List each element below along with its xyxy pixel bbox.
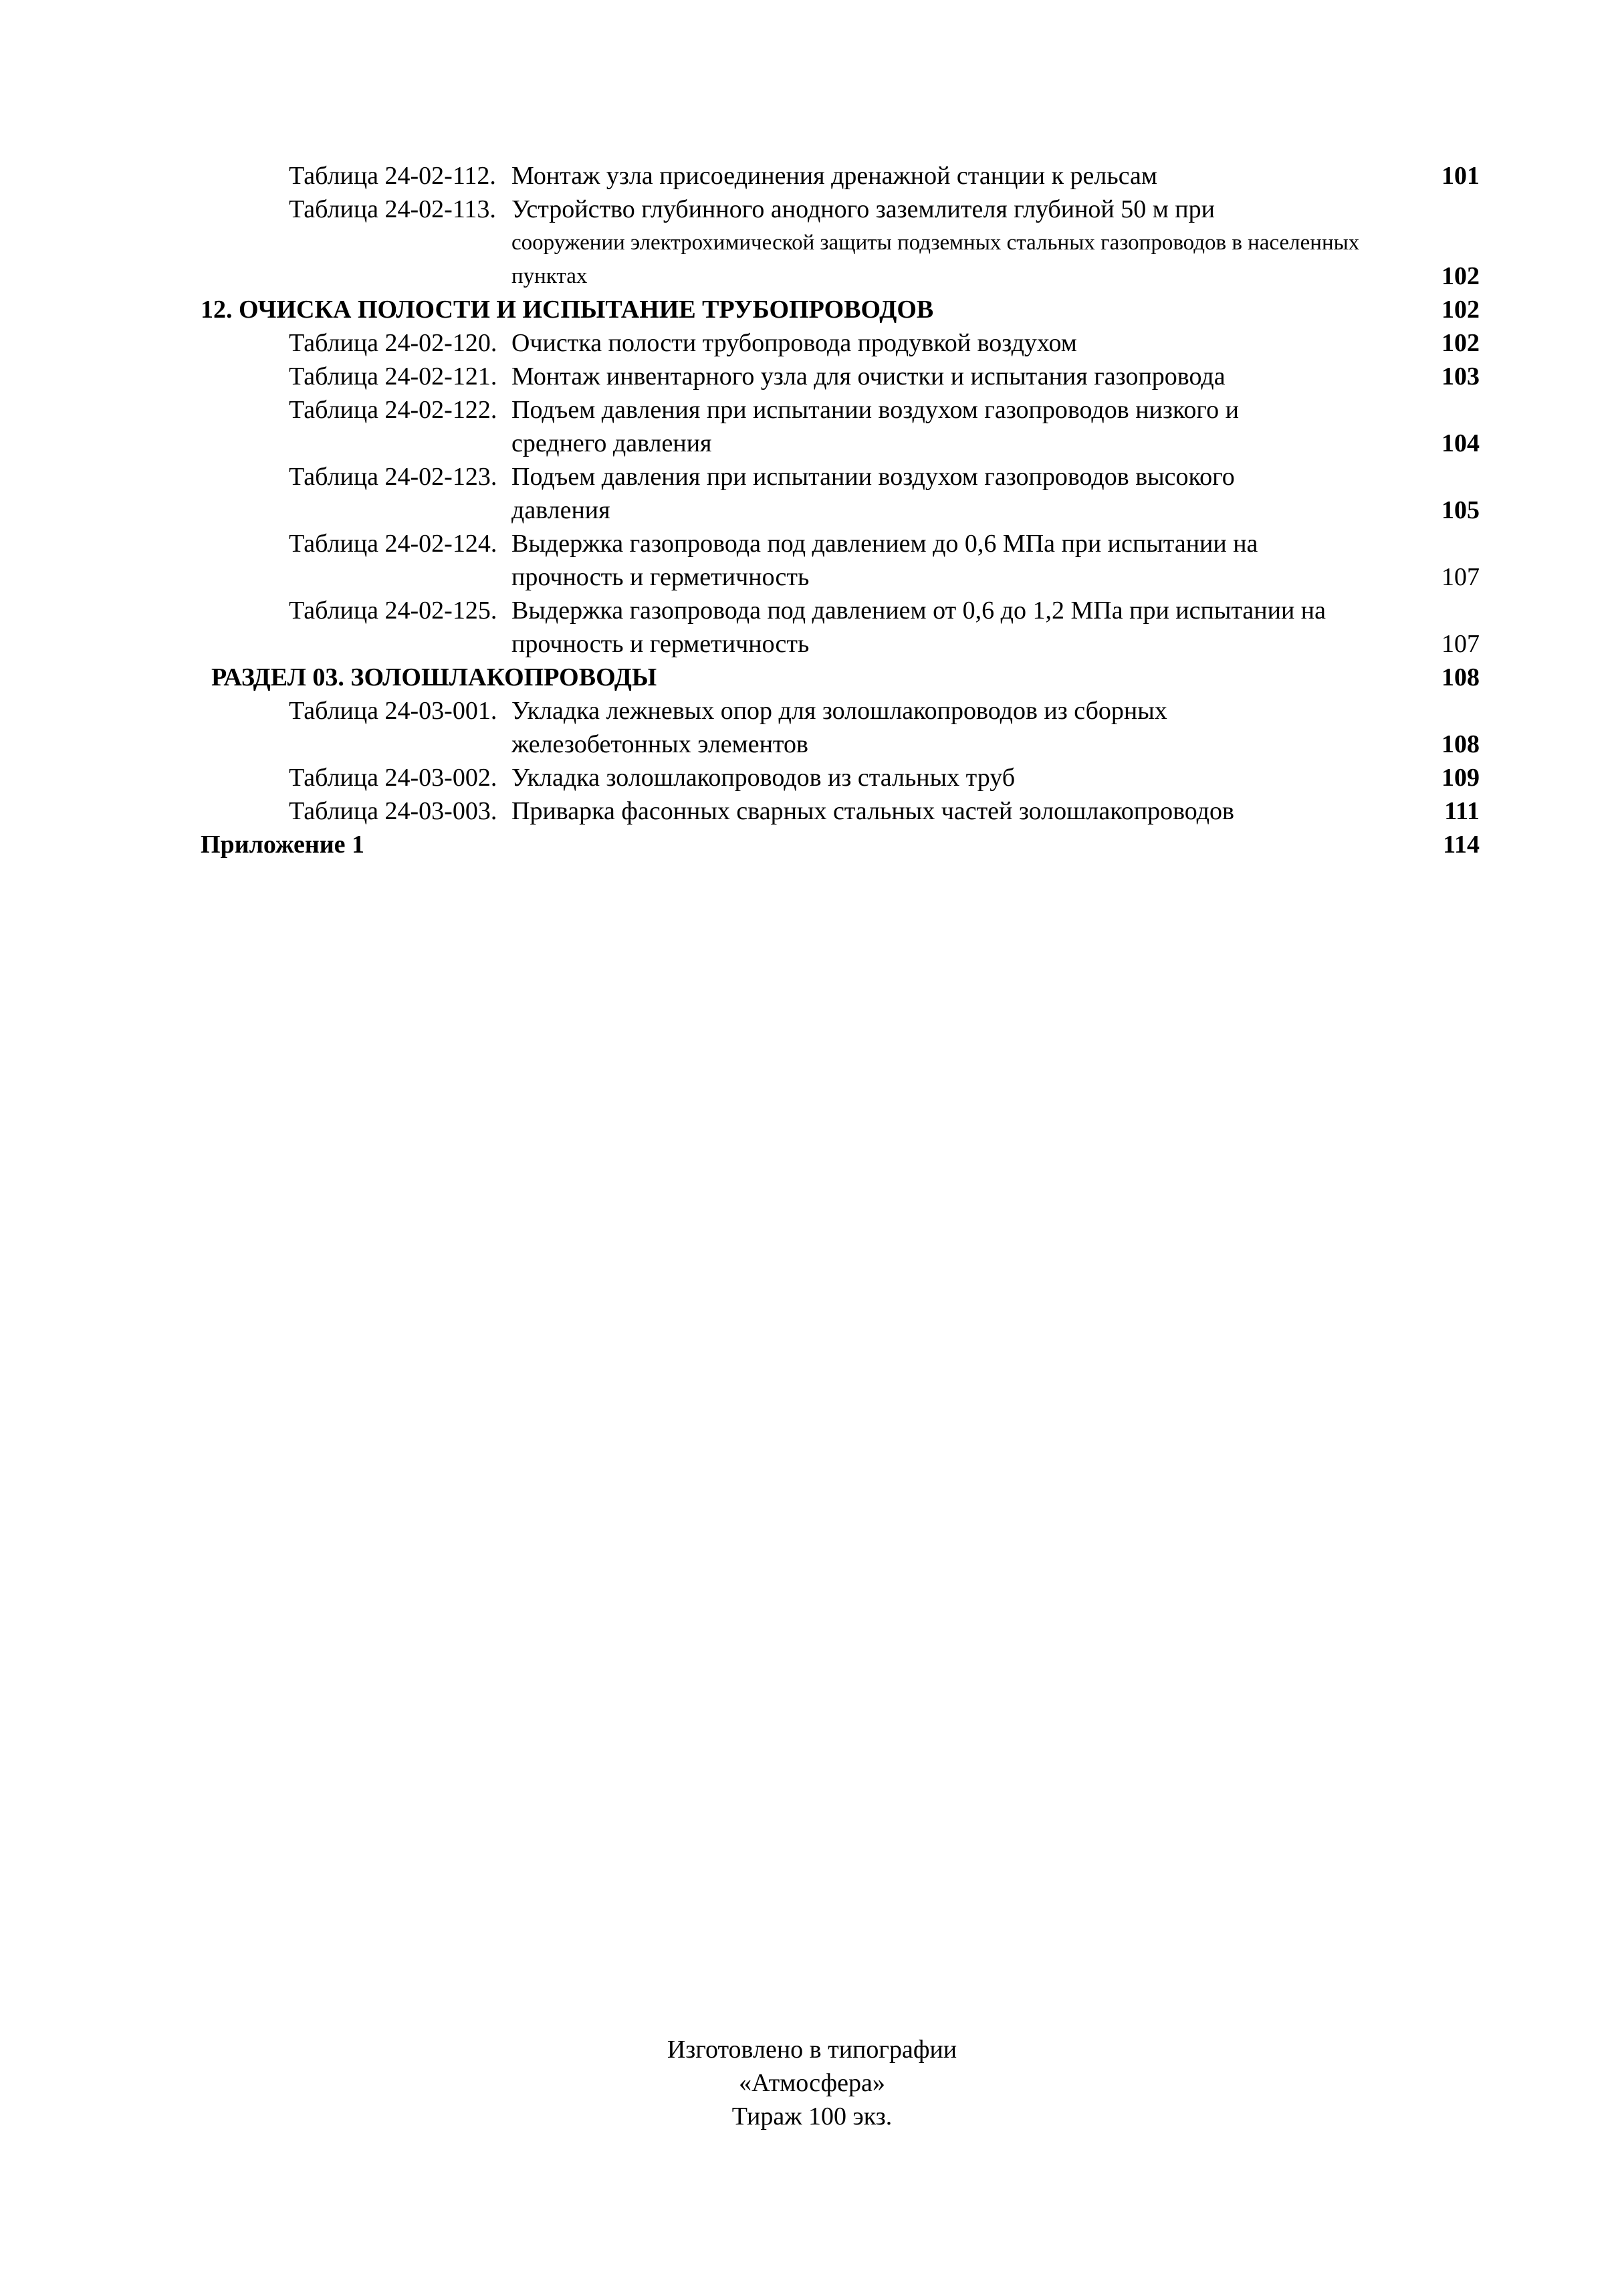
toc-entry-title-line: Укладка лежневых опор для золошлакопроводов из сборных	[511, 697, 1167, 725]
toc-entry-code: Таблица 24-02-113.	[289, 195, 496, 223]
toc-entry-code: Таблица 24-02-124.	[289, 530, 497, 558]
toc-entry-page: 109	[1441, 764, 1480, 792]
imprint-print-run: Тираж 100 экз.	[731, 2102, 893, 2131]
toc-entry-title-line: среднего давления	[511, 429, 712, 457]
toc-entry-title	[511, 159, 1414, 193]
toc-section-title: РАЗДЕЛ 03. ЗОЛОШЛАКОПРОВОДЫ	[211, 663, 657, 691]
toc-entry-title	[511, 460, 1414, 527]
toc-section-page: 114	[1443, 831, 1480, 859]
toc-entry-title-line: Подъем давления при испытании воздухом газопроводов низкого и	[511, 396, 1239, 424]
print-imprint	[0, 2033, 1624, 2133]
toc-section-page: 108	[1441, 663, 1480, 691]
toc-entry-title	[511, 360, 1414, 393]
toc-entry-page: 108	[1441, 730, 1480, 758]
toc-entry-code: Таблица 24-03-001.	[289, 697, 497, 725]
imprint-printer-line: Изготовлено в типографии	[667, 2036, 957, 2064]
toc-entry-page: 102	[1441, 329, 1480, 357]
imprint-printer-name: «Атмосфера»	[739, 2069, 885, 2097]
toc-entry-title-line: Выдержка газопровода под давлением от 0,6 до 1,2 МПа при испытании на	[511, 596, 1326, 625]
toc-entry-title-line: прочность и герметичность	[511, 563, 810, 591]
toc-entry-page: 104	[1441, 429, 1480, 457]
toc-entry-title	[511, 326, 1414, 360]
toc-entry-code: Таблица 24-02-122.	[289, 396, 497, 424]
toc-entry-title-line: сооружении электрохимической защиты подземных стальных газопроводов в населенных	[511, 231, 1360, 255]
toc-entry-title	[511, 761, 1414, 794]
toc-entry-page: 102	[1441, 262, 1480, 290]
toc-entry-code: Таблица 24-02-121.	[289, 362, 497, 391]
toc-entry-title	[511, 794, 1414, 828]
toc-section-page: 102	[1441, 296, 1480, 324]
toc-entry-title	[511, 193, 1414, 293]
toc-entry-title-line: Монтаж узла присоединения дренажной станции к рельсам	[511, 162, 1157, 190]
toc-entry-title	[511, 527, 1414, 594]
toc-entry-title-line: Приварка фасонных сварных стальных частей золошлакопроводов	[511, 797, 1234, 825]
toc-entry-title-line: Подъем давления при испытании воздухом газопроводов высокого	[511, 463, 1235, 491]
toc-entry-page: 105	[1441, 496, 1480, 524]
toc-entry-code: Таблица 24-02-123.	[289, 463, 497, 491]
toc-entry-title-line: Монтаж инвентарного узла для очистки и испытания газопровода	[511, 362, 1226, 391]
toc-entry-code: Таблица 24-02-120.	[289, 329, 497, 357]
toc-entry-page: 101	[1441, 162, 1480, 190]
toc-entry-code: Таблица 24-03-002.	[289, 764, 497, 792]
toc-entry-title-line: Очистка полости трубопровода продувкой воздухом	[511, 329, 1077, 357]
toc-entry-code: Таблица 24-03-003.	[289, 797, 497, 825]
toc-entry-title	[511, 694, 1414, 761]
toc-entry-title	[511, 393, 1414, 460]
toc-entry-page: 111	[1444, 797, 1480, 825]
toc-entry-title-line: Выдержка газопровода под давлением до 0,6 МПа при испытании на	[511, 530, 1258, 558]
toc-section-title: 12. ОЧИСКА ПОЛОСТИ И ИСПЫТАНИЕ ТРУБОПРОВОДОВ	[201, 296, 934, 324]
toc-entry-title-line: пунктах	[511, 264, 588, 288]
toc-entry-page: 107	[1441, 630, 1480, 658]
toc-section-title: Приложение 1	[201, 831, 365, 859]
toc-entry-title-line: давления	[511, 496, 610, 524]
toc-entry-title	[511, 594, 1414, 661]
toc-entry-title-line: Устройство глубинного анодного заземлителя глубиной 50 м при	[511, 195, 1215, 223]
toc-entry-page: 103	[1441, 362, 1480, 391]
toc-entry-title-line: железобетонных элементов	[511, 730, 808, 758]
toc-entry-page: 107	[1441, 563, 1480, 591]
toc-entry-code: Таблица 24-02-125.	[289, 596, 497, 625]
toc-entry-title-line: Укладка золошлакопроводов из стальных труб	[511, 764, 1016, 792]
toc-entry-title-line: прочность и герметичность	[511, 630, 810, 658]
toc-entry-code: Таблица 24-02-112.	[289, 162, 496, 190]
